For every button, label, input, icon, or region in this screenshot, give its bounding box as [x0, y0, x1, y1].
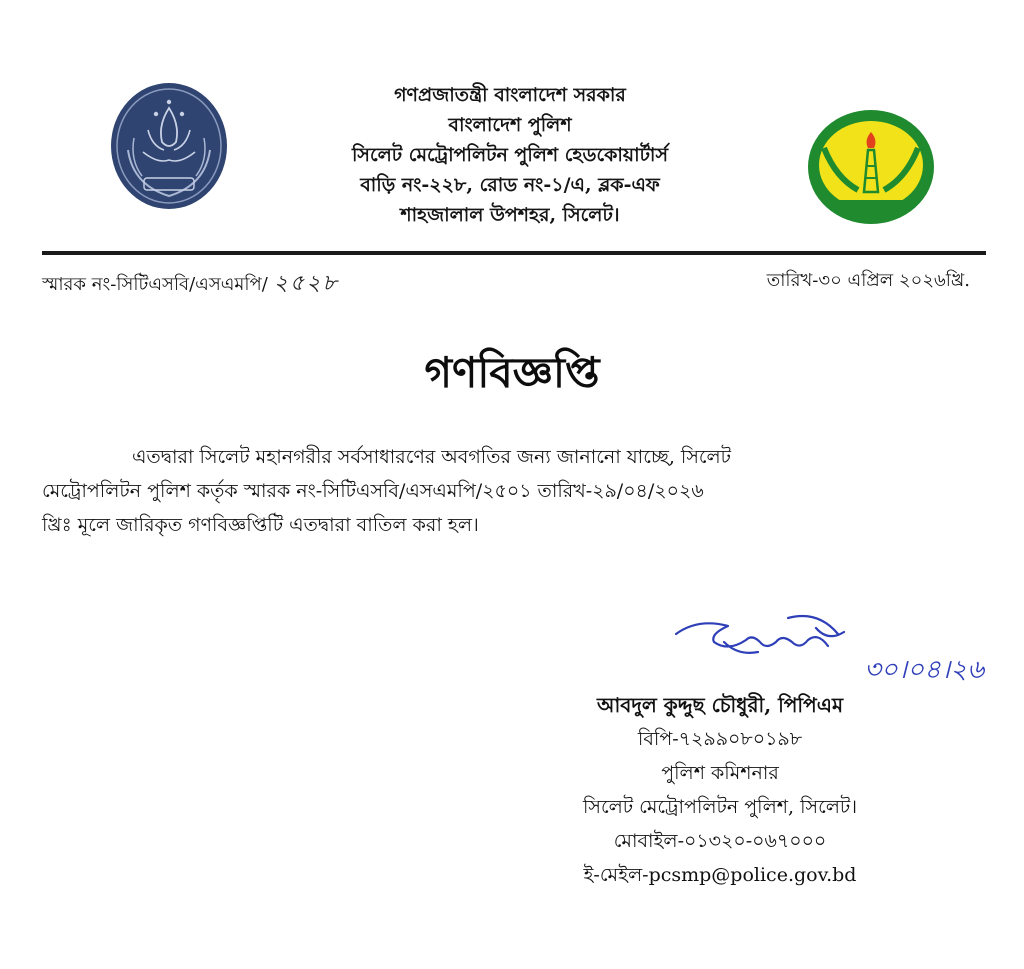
notice-body [42, 440, 986, 542]
government-name: গণপ্রজাতন্ত্রী বাংলাদেশ সরকার [394, 84, 626, 106]
signatory-designation: পুলিশ কমিশনার [661, 762, 779, 784]
letterhead [240, 80, 780, 230]
office-area: শাহজালাল উপশহর, সিলেট। [400, 204, 620, 226]
body-line-1: এতদ্বারা সিলেট মহানগরীর সর্বসাধারণের অবগতির জন্য জানানো যাচ্ছে, সিলেট [132, 446, 732, 468]
header-divider [42, 251, 986, 255]
handwritten-signature [668, 612, 988, 692]
office-name: সিলেট মেট্রোপলিটন পুলিশ হেডকোয়ার্টার্স [351, 144, 668, 166]
body-line-3: খ্রিঃ মূলে জারিকৃত গণবিজ্ঞপ্তিটি এতদ্বারা বাতিল করা হল। [42, 514, 479, 536]
issue-date: তারিখ-৩০ এপ্রিল ২০২৬খ্রি. [766, 270, 970, 291]
office-address: বাড়ি নং-২২৮, রোড নং-১/এ, ব্লক-এফ [360, 174, 660, 196]
sylhet-metropolitan-police-logo-icon [806, 108, 936, 226]
signatory-bp: বিপি-৭২৯৯০৮০১৯৮ [637, 728, 803, 750]
memo-reference [42, 266, 339, 303]
memo-prefix: স্মারক নং-সিটিএসবি/এসএমপি/ [42, 274, 268, 295]
department-name: বাংলাদেশ পুলিশ [448, 114, 572, 136]
notice-title: গণবিজ্ঞপ্তি [424, 348, 600, 397]
memo-number: ২৫২৮ [273, 271, 339, 296]
signature-date: ৩০।০৪।২৬ [864, 655, 984, 685]
signatory-mobile: মোবাইল-০১৩২০-০৬৭০০০ [613, 830, 827, 852]
signatory-office: সিলেট মেট্রোপলিটন পুলিশ, সিলেট। [582, 796, 858, 818]
body-line-2: মেট্রোপলিটন পুলিশ কর্তৃক স্মারক নং-সিটিএসবি/এসএমপি/২৫০১ তারিখ-২৯/০৪/২০২৬ [42, 480, 704, 502]
signatory-email: ই-মেইল-pcsmp@police.gov.bd [583, 864, 857, 886]
bangladesh-police-emblem-icon [108, 80, 230, 212]
signatory-name: আবদুল কুদ্দুছ চৌধুরী, পিপিএম [596, 693, 844, 717]
signatory-block [500, 688, 940, 892]
